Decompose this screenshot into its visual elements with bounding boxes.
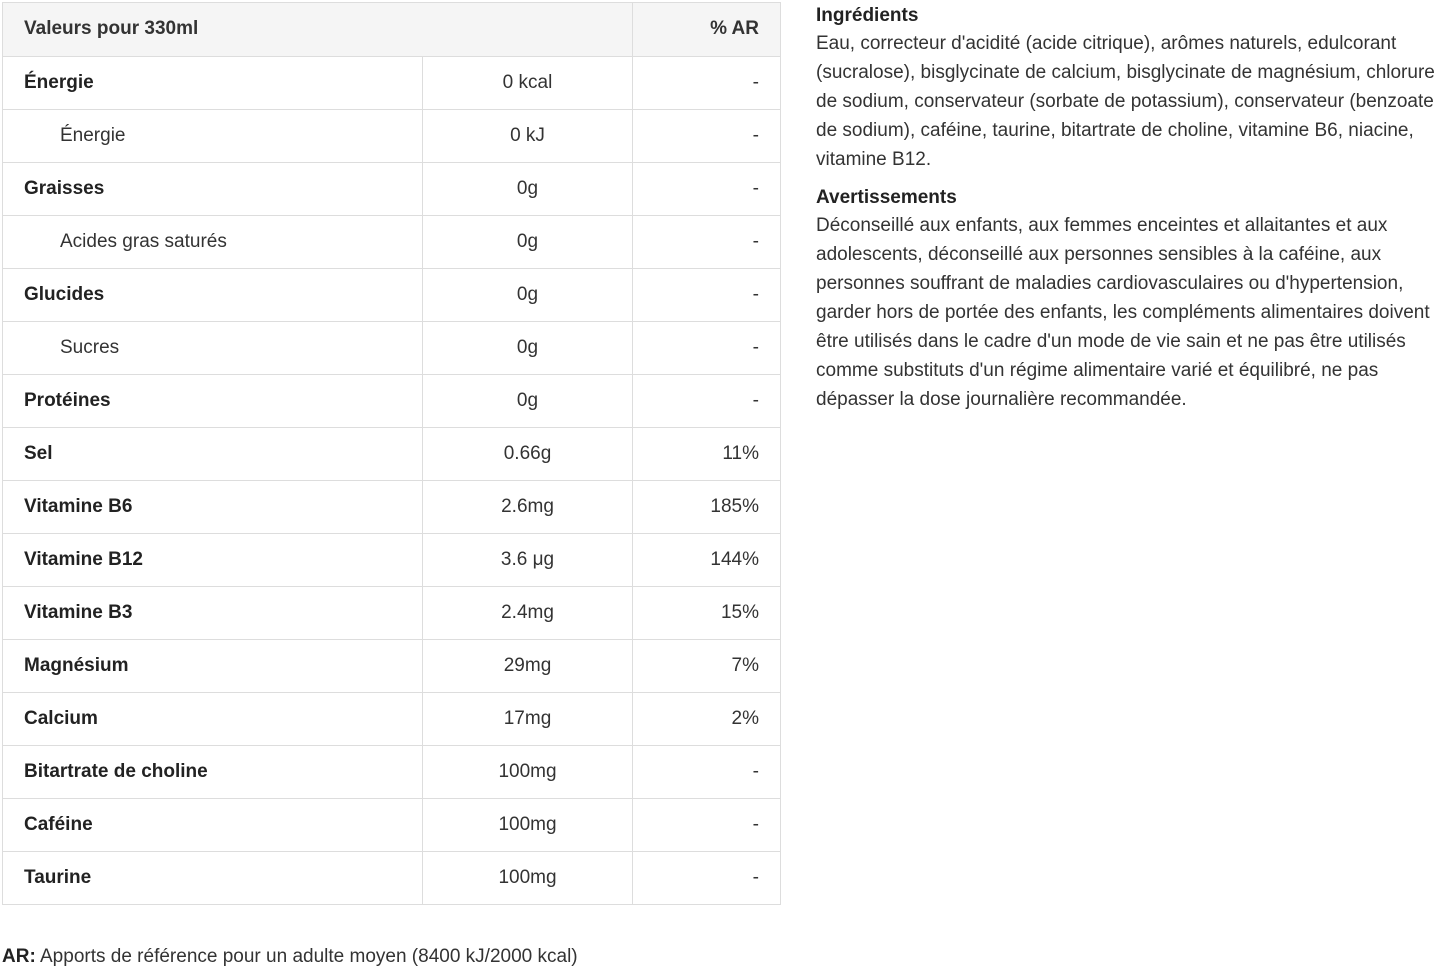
nutrient-percent: 185% (633, 481, 781, 534)
reference-footnote (2, 944, 578, 970)
table-row (3, 269, 781, 322)
nutrition-table (2, 2, 781, 905)
nutrient-amount: 0g (423, 216, 633, 269)
table-row (3, 322, 781, 375)
nutrient-percent: - (633, 163, 781, 216)
table-header-label: Valeurs pour 330ml (3, 3, 633, 57)
nutrient-amount: 0 kcal (423, 57, 633, 110)
nutrient-name: Énergie (3, 110, 423, 163)
nutrient-amount: 0g (423, 163, 633, 216)
nutrient-name: Graisses (3, 163, 423, 216)
table-row (3, 216, 781, 269)
footnote-abbreviation: AR: (2, 946, 36, 967)
nutrient-name: Protéines (3, 375, 423, 428)
table-row (3, 57, 781, 110)
nutrient-percent: - (633, 852, 781, 905)
nutrient-percent: 7% (633, 640, 781, 693)
nutrient-amount: 17mg (423, 693, 633, 746)
nutrient-name: Bitartrate de choline (3, 746, 423, 799)
nutrient-percent: - (633, 799, 781, 852)
table-row (3, 746, 781, 799)
table-row (3, 852, 781, 905)
nutrient-percent: - (633, 110, 781, 163)
nutrient-name: Caféine (3, 799, 423, 852)
nutrient-percent: - (633, 57, 781, 110)
warnings-title: Avertissements (816, 187, 957, 208)
nutrient-amount: 2.6mg (423, 481, 633, 534)
nutrient-name: Sucres (3, 322, 423, 375)
nutrient-percent: 15% (633, 587, 781, 640)
warnings-section (816, 185, 1436, 414)
warnings-text: Déconseillé aux enfants, aux femmes enceintes et allaitantes et aux adolescents, déconseillé aux personnes sensibles à la caféine, aux personnes souffrant de maladies cardiovasculaires ou d'hypertension, garder hors de portée des enfants, les compléments alimentaires doivent être utilisés dans le cadre d'un mode de vie sain et ne pas être utilisés comme substituts d'un régime alimentaire varié et équilibré, ne pas dépasser la dose journalière recommandée. (816, 215, 1430, 410)
nutrition-table-body (3, 57, 781, 905)
table-header-percent: % AR (633, 3, 781, 57)
nutrient-name: Glucides (3, 269, 423, 322)
nutrient-amount: 0 kJ (423, 110, 633, 163)
table-row (3, 534, 781, 587)
nutrient-amount: 100mg (423, 746, 633, 799)
nutrient-name: Vitamine B6 (3, 481, 423, 534)
nutrient-amount: 0g (423, 322, 633, 375)
nutrient-percent: 2% (633, 693, 781, 746)
nutrient-percent: 144% (633, 534, 781, 587)
nutrient-name: Vitamine B12 (3, 534, 423, 587)
nutrient-amount: 3.6 μg (423, 534, 633, 587)
nutrient-amount: 0g (423, 375, 633, 428)
nutrient-amount: 100mg (423, 852, 633, 905)
product-info-column (816, 3, 1436, 414)
nutrient-amount: 0.66g (423, 428, 633, 481)
nutrient-amount: 0g (423, 269, 633, 322)
nutrient-amount: 29mg (423, 640, 633, 693)
nutrient-percent: - (633, 216, 781, 269)
ingredients-section (816, 3, 1436, 174)
ingredients-title: Ingrédients (816, 5, 919, 26)
table-row (3, 163, 781, 216)
table-row (3, 693, 781, 746)
nutrient-name: Calcium (3, 693, 423, 746)
footnote-text: Apports de référence pour un adulte moyen (8400 kJ/2000 kcal) (35, 946, 578, 967)
table-row (3, 640, 781, 693)
nutrient-percent: 11% (633, 428, 781, 481)
table-row (3, 481, 781, 534)
nutrient-name: Énergie (3, 57, 423, 110)
table-row (3, 587, 781, 640)
nutrient-amount: 100mg (423, 799, 633, 852)
table-row (3, 375, 781, 428)
nutrient-name: Magnésium (3, 640, 423, 693)
nutrient-percent: - (633, 322, 781, 375)
ingredients-text: Eau, correcteur d'acidité (acide citrique), arômes naturels, edulcorant (sucralose), bisglycinate de calcium, bisglycinate de magnésium, chlorure de sodium, conservateur (sorbate de potassium), conservateur (benzoate de sodium), caféine, taurine, bitartrate de choline, vitamine B6, niacine, vitamine B12. (816, 33, 1435, 170)
table-row (3, 428, 781, 481)
table-row (3, 110, 781, 163)
table-header-row (3, 3, 781, 57)
nutrient-percent: - (633, 746, 781, 799)
nutrient-percent: - (633, 375, 781, 428)
table-row (3, 799, 781, 852)
nutrient-amount: 2.4mg (423, 587, 633, 640)
nutrient-name: Sel (3, 428, 423, 481)
nutrient-name: Taurine (3, 852, 423, 905)
nutrient-name: Acides gras saturés (3, 216, 423, 269)
nutrient-name: Vitamine B3 (3, 587, 423, 640)
nutrient-percent: - (633, 269, 781, 322)
